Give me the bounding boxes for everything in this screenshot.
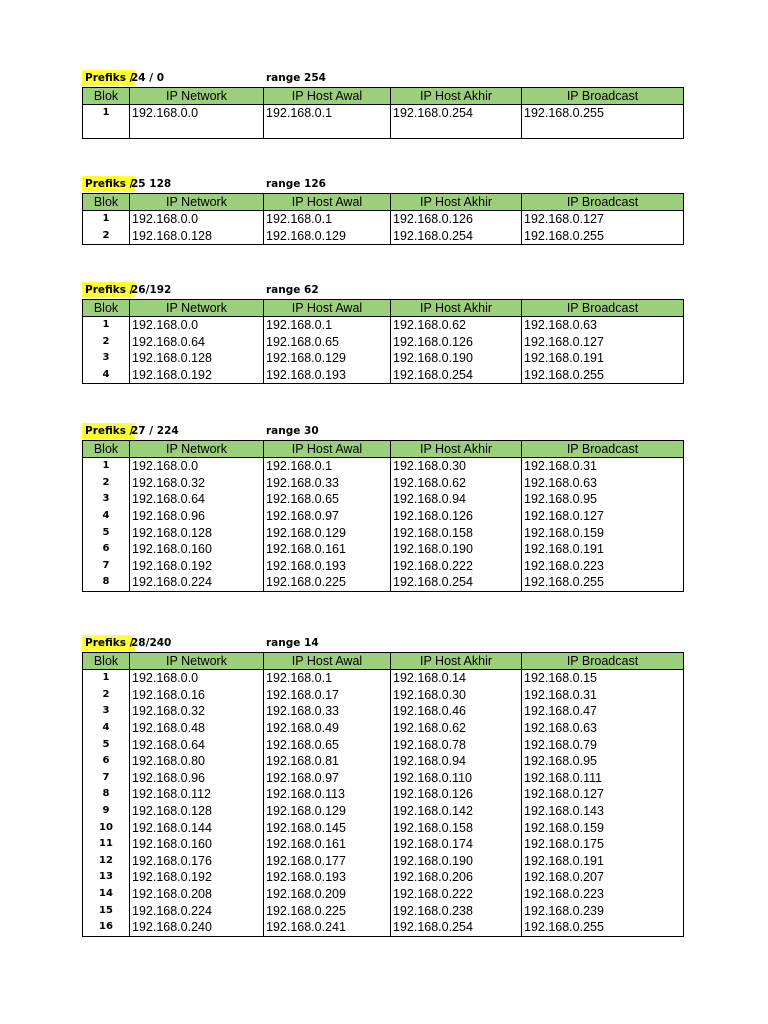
table-row [83, 491, 684, 508]
cell-blok: 15 [83, 902, 130, 919]
table-row [83, 736, 684, 753]
table-header-row [83, 653, 684, 670]
range-label: range 126 [266, 178, 326, 190]
cell-ip-network: 192.168.0.80 [130, 753, 264, 770]
cell-ip-network: 192.168.0.48 [130, 720, 264, 737]
section-meta [82, 635, 683, 652]
prefix-label: Prefiks / [82, 423, 135, 439]
cell-ip-broadcast: 192.168.0.127 [522, 334, 684, 351]
cell-ip-broadcast: 192.168.0.223 [522, 558, 684, 575]
cell-ip-host-akhir: 192.168.0.62 [391, 720, 522, 737]
header-ip-network: IP Network [130, 88, 264, 105]
table-row [83, 574, 684, 591]
table-header-row [83, 441, 684, 458]
cell-ip-host-awal: 192.168.0.65 [264, 491, 391, 508]
prefix-label: Prefiks / [82, 282, 135, 298]
cell-blok: 7 [83, 770, 130, 787]
table-row [83, 819, 684, 836]
cell-ip-network: 192.168.0.128 [130, 228, 264, 245]
cell-ip-broadcast: 192.168.0.255 [522, 919, 684, 936]
table-row [83, 524, 684, 541]
table-header-row [83, 88, 684, 105]
cell-blok: 1 [83, 211, 130, 228]
cell-ip-network: 192.168.0.192 [130, 869, 264, 886]
cell-ip-broadcast: 192.168.0.239 [522, 902, 684, 919]
cell-ip-host-awal: 192.168.0.97 [264, 770, 391, 787]
cell-ip-host-awal: 192.168.0.1 [264, 211, 391, 228]
header-blok: Blok [83, 653, 130, 670]
table-row [83, 367, 684, 384]
header-ip-host-awal: IP Host Awal [264, 88, 391, 105]
cell-ip-broadcast: 192.168.0.63 [522, 475, 684, 492]
header-ip-host-awal: IP Host Awal [264, 441, 391, 458]
cell-blok: 1 [83, 458, 130, 475]
cell-ip-network: 192.168.0.32 [130, 703, 264, 720]
header-blok: Blok [83, 441, 130, 458]
cell-ip-host-awal: 192.168.0.129 [264, 803, 391, 820]
cell-ip-host-awal: 192.168.0.65 [264, 736, 391, 753]
header-ip-broadcast: IP Broadcast [522, 88, 684, 105]
cell-ip-network: 192.168.0.0 [130, 670, 264, 687]
table-row [83, 869, 684, 886]
cell-ip-broadcast: 192.168.0.159 [522, 524, 684, 541]
cell-ip-network: 192.168.0.160 [130, 541, 264, 558]
cell-blok: 3 [83, 350, 130, 367]
table-row [83, 919, 684, 936]
subnet-table [82, 87, 684, 139]
cell-ip-network: 192.168.0.64 [130, 491, 264, 508]
prefix-label: Prefiks / [82, 635, 135, 651]
table-row [83, 670, 684, 687]
cell-blok: 4 [83, 367, 130, 384]
cell-ip-host-awal: 192.168.0.225 [264, 574, 391, 591]
cell-ip-network: 192.168.0.192 [130, 558, 264, 575]
cell-ip-broadcast: 192.168.0.95 [522, 753, 684, 770]
cell-ip-host-akhir: 192.168.0.254 [391, 105, 522, 139]
cell-blok: 8 [83, 574, 130, 591]
table-row [83, 317, 684, 334]
header-ip-host-akhir: IP Host Akhir [391, 441, 522, 458]
header-ip-broadcast: IP Broadcast [522, 441, 684, 458]
table-row [83, 836, 684, 853]
table-row [83, 211, 684, 228]
cell-ip-network: 192.168.0.224 [130, 574, 264, 591]
cell-ip-host-awal: 192.168.0.193 [264, 869, 391, 886]
cell-ip-host-awal: 192.168.0.177 [264, 853, 391, 870]
table-row [83, 458, 684, 475]
cell-ip-host-awal: 192.168.0.33 [264, 703, 391, 720]
cell-blok: 12 [83, 853, 130, 870]
cell-ip-host-awal: 192.168.0.1 [264, 317, 391, 334]
subnet-table [82, 440, 684, 592]
cell-ip-host-awal: 192.168.0.241 [264, 919, 391, 936]
cell-ip-host-awal: 192.168.0.97 [264, 508, 391, 525]
cell-ip-host-awal: 192.168.0.145 [264, 819, 391, 836]
header-ip-host-akhir: IP Host Akhir [391, 88, 522, 105]
cell-ip-network: 192.168.0.96 [130, 770, 264, 787]
cell-ip-host-awal: 192.168.0.161 [264, 541, 391, 558]
header-ip-host-akhir: IP Host Akhir [391, 194, 522, 211]
cell-ip-host-awal: 192.168.0.193 [264, 558, 391, 575]
cell-ip-broadcast: 192.168.0.255 [522, 105, 684, 139]
table-row [83, 786, 684, 803]
cell-ip-network: 192.168.0.128 [130, 803, 264, 820]
cell-ip-network: 192.168.0.176 [130, 853, 264, 870]
cell-ip-host-akhir: 192.168.0.78 [391, 736, 522, 753]
cell-ip-host-akhir: 192.168.0.30 [391, 458, 522, 475]
cell-ip-host-awal: 192.168.0.1 [264, 670, 391, 687]
header-blok: Blok [83, 194, 130, 211]
range-label: range 254 [266, 72, 326, 84]
cell-ip-host-akhir: 192.168.0.126 [391, 786, 522, 803]
cell-ip-broadcast: 192.168.0.255 [522, 367, 684, 384]
cell-blok: 1 [83, 670, 130, 687]
cell-ip-host-awal: 192.168.0.1 [264, 105, 391, 139]
cell-ip-host-akhir: 192.168.0.222 [391, 558, 522, 575]
cell-ip-host-akhir: 192.168.0.190 [391, 853, 522, 870]
cell-blok: 1 [83, 317, 130, 334]
cell-blok: 9 [83, 803, 130, 820]
cell-blok: 14 [83, 886, 130, 903]
cell-ip-host-awal: 192.168.0.129 [264, 228, 391, 245]
header-ip-network: IP Network [130, 441, 264, 458]
subnet-section [82, 423, 683, 592]
header-ip-host-awal: IP Host Awal [264, 300, 391, 317]
cell-ip-host-akhir: 192.168.0.62 [391, 317, 522, 334]
range-label: range 14 [266, 637, 319, 649]
subnet-section [82, 70, 683, 139]
cell-ip-network: 192.168.0.32 [130, 475, 264, 492]
cell-blok: 5 [83, 524, 130, 541]
cell-ip-broadcast: 192.168.0.223 [522, 886, 684, 903]
cell-ip-broadcast: 192.168.0.111 [522, 770, 684, 787]
cell-ip-host-awal: 192.168.0.65 [264, 334, 391, 351]
cell-ip-network: 192.168.0.0 [130, 211, 264, 228]
cell-ip-host-akhir: 192.168.0.190 [391, 541, 522, 558]
cell-blok: 2 [83, 687, 130, 704]
cell-ip-host-akhir: 192.168.0.62 [391, 475, 522, 492]
table-row [83, 853, 684, 870]
table-row [83, 508, 684, 525]
cell-ip-host-akhir: 192.168.0.126 [391, 211, 522, 228]
header-ip-host-awal: IP Host Awal [264, 653, 391, 670]
header-ip-broadcast: IP Broadcast [522, 300, 684, 317]
cell-ip-network: 192.168.0.0 [130, 317, 264, 334]
cell-ip-broadcast: 192.168.0.207 [522, 869, 684, 886]
cell-ip-network: 192.168.0.112 [130, 786, 264, 803]
cell-ip-broadcast: 192.168.0.47 [522, 703, 684, 720]
cell-ip-broadcast: 192.168.0.159 [522, 819, 684, 836]
cell-ip-broadcast: 192.168.0.95 [522, 491, 684, 508]
cell-ip-broadcast: 192.168.0.31 [522, 687, 684, 704]
cell-blok: 10 [83, 819, 130, 836]
cell-ip-host-akhir: 192.168.0.126 [391, 508, 522, 525]
cell-ip-broadcast: 192.168.0.143 [522, 803, 684, 820]
table-row [83, 105, 684, 139]
section-meta [82, 70, 683, 87]
cell-ip-broadcast: 192.168.0.191 [522, 350, 684, 367]
table-row [83, 886, 684, 903]
cell-ip-broadcast: 192.168.0.255 [522, 228, 684, 245]
cell-ip-host-akhir: 192.168.0.110 [391, 770, 522, 787]
cell-ip-broadcast: 192.168.0.79 [522, 736, 684, 753]
prefix-label: Prefiks / [82, 176, 135, 192]
section-meta [82, 176, 683, 193]
section-meta [82, 282, 683, 299]
cell-ip-host-akhir: 192.168.0.174 [391, 836, 522, 853]
table-row [83, 803, 684, 820]
table-row [83, 687, 684, 704]
cell-ip-host-akhir: 192.168.0.142 [391, 803, 522, 820]
cell-ip-network: 192.168.0.208 [130, 886, 264, 903]
table-header-row [83, 194, 684, 211]
table-row [83, 703, 684, 720]
cell-ip-host-akhir: 192.168.0.190 [391, 350, 522, 367]
cell-ip-broadcast: 192.168.0.175 [522, 836, 684, 853]
cell-ip-host-akhir: 192.168.0.158 [391, 524, 522, 541]
cell-ip-host-akhir: 192.168.0.254 [391, 919, 522, 936]
cell-ip-broadcast: 192.168.0.127 [522, 211, 684, 228]
cell-ip-network: 192.168.0.0 [130, 105, 264, 139]
cell-ip-host-akhir: 192.168.0.222 [391, 886, 522, 903]
cell-blok: 6 [83, 753, 130, 770]
cell-ip-host-awal: 192.168.0.129 [264, 524, 391, 541]
cell-ip-host-akhir: 192.168.0.14 [391, 670, 522, 687]
cell-ip-broadcast: 192.168.0.127 [522, 786, 684, 803]
cell-ip-host-awal: 192.168.0.225 [264, 902, 391, 919]
cell-ip-network: 192.168.0.224 [130, 902, 264, 919]
table-row [83, 334, 684, 351]
cell-ip-host-akhir: 192.168.0.46 [391, 703, 522, 720]
cell-ip-network: 192.168.0.144 [130, 819, 264, 836]
subnet-table [82, 193, 684, 245]
cell-ip-host-akhir: 192.168.0.94 [391, 491, 522, 508]
subnet-section [82, 282, 683, 384]
cell-blok: 2 [83, 334, 130, 351]
prefix-value: 25 128 [131, 178, 172, 190]
cell-blok: 4 [83, 720, 130, 737]
prefix-value: 28/240 [131, 637, 172, 649]
section-meta [82, 423, 683, 440]
subnet-table [82, 299, 684, 384]
cell-ip-host-akhir: 192.168.0.30 [391, 687, 522, 704]
prefix-label: Prefiks / [82, 70, 135, 86]
table-row [83, 753, 684, 770]
cell-ip-broadcast: 192.168.0.127 [522, 508, 684, 525]
subnet-section [82, 635, 683, 937]
cell-ip-network: 192.168.0.64 [130, 736, 264, 753]
table-row [83, 350, 684, 367]
cell-ip-network: 192.168.0.160 [130, 836, 264, 853]
subnet-table [82, 652, 684, 937]
header-ip-broadcast: IP Broadcast [522, 653, 684, 670]
cell-ip-host-akhir: 192.168.0.254 [391, 367, 522, 384]
cell-ip-broadcast: 192.168.0.63 [522, 317, 684, 334]
header-ip-network: IP Network [130, 300, 264, 317]
prefix-value: 27 / 224 [131, 425, 179, 437]
cell-blok: 3 [83, 703, 130, 720]
cell-ip-network: 192.168.0.240 [130, 919, 264, 936]
cell-ip-host-awal: 192.168.0.193 [264, 367, 391, 384]
table-row [83, 558, 684, 575]
table-row [83, 770, 684, 787]
table-row [83, 902, 684, 919]
cell-blok: 11 [83, 836, 130, 853]
cell-ip-host-akhir: 192.168.0.126 [391, 334, 522, 351]
header-blok: Blok [83, 88, 130, 105]
cell-ip-network: 192.168.0.0 [130, 458, 264, 475]
table-row [83, 720, 684, 737]
cell-ip-network: 192.168.0.64 [130, 334, 264, 351]
cell-blok: 7 [83, 558, 130, 575]
cell-blok: 2 [83, 475, 130, 492]
cell-blok: 13 [83, 869, 130, 886]
header-ip-network: IP Network [130, 194, 264, 211]
cell-ip-broadcast: 192.168.0.191 [522, 541, 684, 558]
cell-ip-host-awal: 192.168.0.209 [264, 886, 391, 903]
cell-ip-host-awal: 192.168.0.49 [264, 720, 391, 737]
cell-ip-broadcast: 192.168.0.63 [522, 720, 684, 737]
cell-ip-host-awal: 192.168.0.129 [264, 350, 391, 367]
subnet-section [82, 176, 683, 245]
table-row [83, 228, 684, 245]
cell-ip-network: 192.168.0.96 [130, 508, 264, 525]
cell-ip-host-awal: 192.168.0.17 [264, 687, 391, 704]
cell-ip-network: 192.168.0.128 [130, 524, 264, 541]
cell-blok: 16 [83, 919, 130, 936]
header-ip-host-akhir: IP Host Akhir [391, 653, 522, 670]
cell-ip-host-akhir: 192.168.0.254 [391, 574, 522, 591]
cell-ip-host-akhir: 192.168.0.254 [391, 228, 522, 245]
cell-blok: 2 [83, 228, 130, 245]
cell-ip-host-awal: 192.168.0.161 [264, 836, 391, 853]
cell-blok: 6 [83, 541, 130, 558]
range-label: range 30 [266, 425, 319, 437]
cell-blok: 8 [83, 786, 130, 803]
range-label: range 62 [266, 284, 319, 296]
cell-ip-host-awal: 192.168.0.33 [264, 475, 391, 492]
prefix-value: 26/192 [131, 284, 172, 296]
cell-ip-broadcast: 192.168.0.15 [522, 670, 684, 687]
header-blok: Blok [83, 300, 130, 317]
cell-ip-host-akhir: 192.168.0.94 [391, 753, 522, 770]
table-header-row [83, 300, 684, 317]
cell-ip-network: 192.168.0.16 [130, 687, 264, 704]
header-ip-broadcast: IP Broadcast [522, 194, 684, 211]
cell-ip-host-awal: 192.168.0.113 [264, 786, 391, 803]
cell-blok: 5 [83, 736, 130, 753]
cell-ip-broadcast: 192.168.0.191 [522, 853, 684, 870]
header-ip-network: IP Network [130, 653, 264, 670]
cell-blok: 1 [83, 105, 130, 139]
prefix-value: 24 / 0 [131, 72, 165, 84]
cell-ip-network: 192.168.0.192 [130, 367, 264, 384]
cell-ip-host-awal: 192.168.0.81 [264, 753, 391, 770]
cell-ip-host-akhir: 192.168.0.206 [391, 869, 522, 886]
cell-ip-host-akhir: 192.168.0.238 [391, 902, 522, 919]
cell-ip-broadcast: 192.168.0.255 [522, 574, 684, 591]
cell-ip-host-akhir: 192.168.0.158 [391, 819, 522, 836]
table-row [83, 541, 684, 558]
cell-ip-host-awal: 192.168.0.1 [264, 458, 391, 475]
cell-blok: 4 [83, 508, 130, 525]
header-ip-host-akhir: IP Host Akhir [391, 300, 522, 317]
cell-ip-network: 192.168.0.128 [130, 350, 264, 367]
cell-ip-broadcast: 192.168.0.31 [522, 458, 684, 475]
table-row [83, 475, 684, 492]
header-ip-host-awal: IP Host Awal [264, 194, 391, 211]
cell-blok: 3 [83, 491, 130, 508]
